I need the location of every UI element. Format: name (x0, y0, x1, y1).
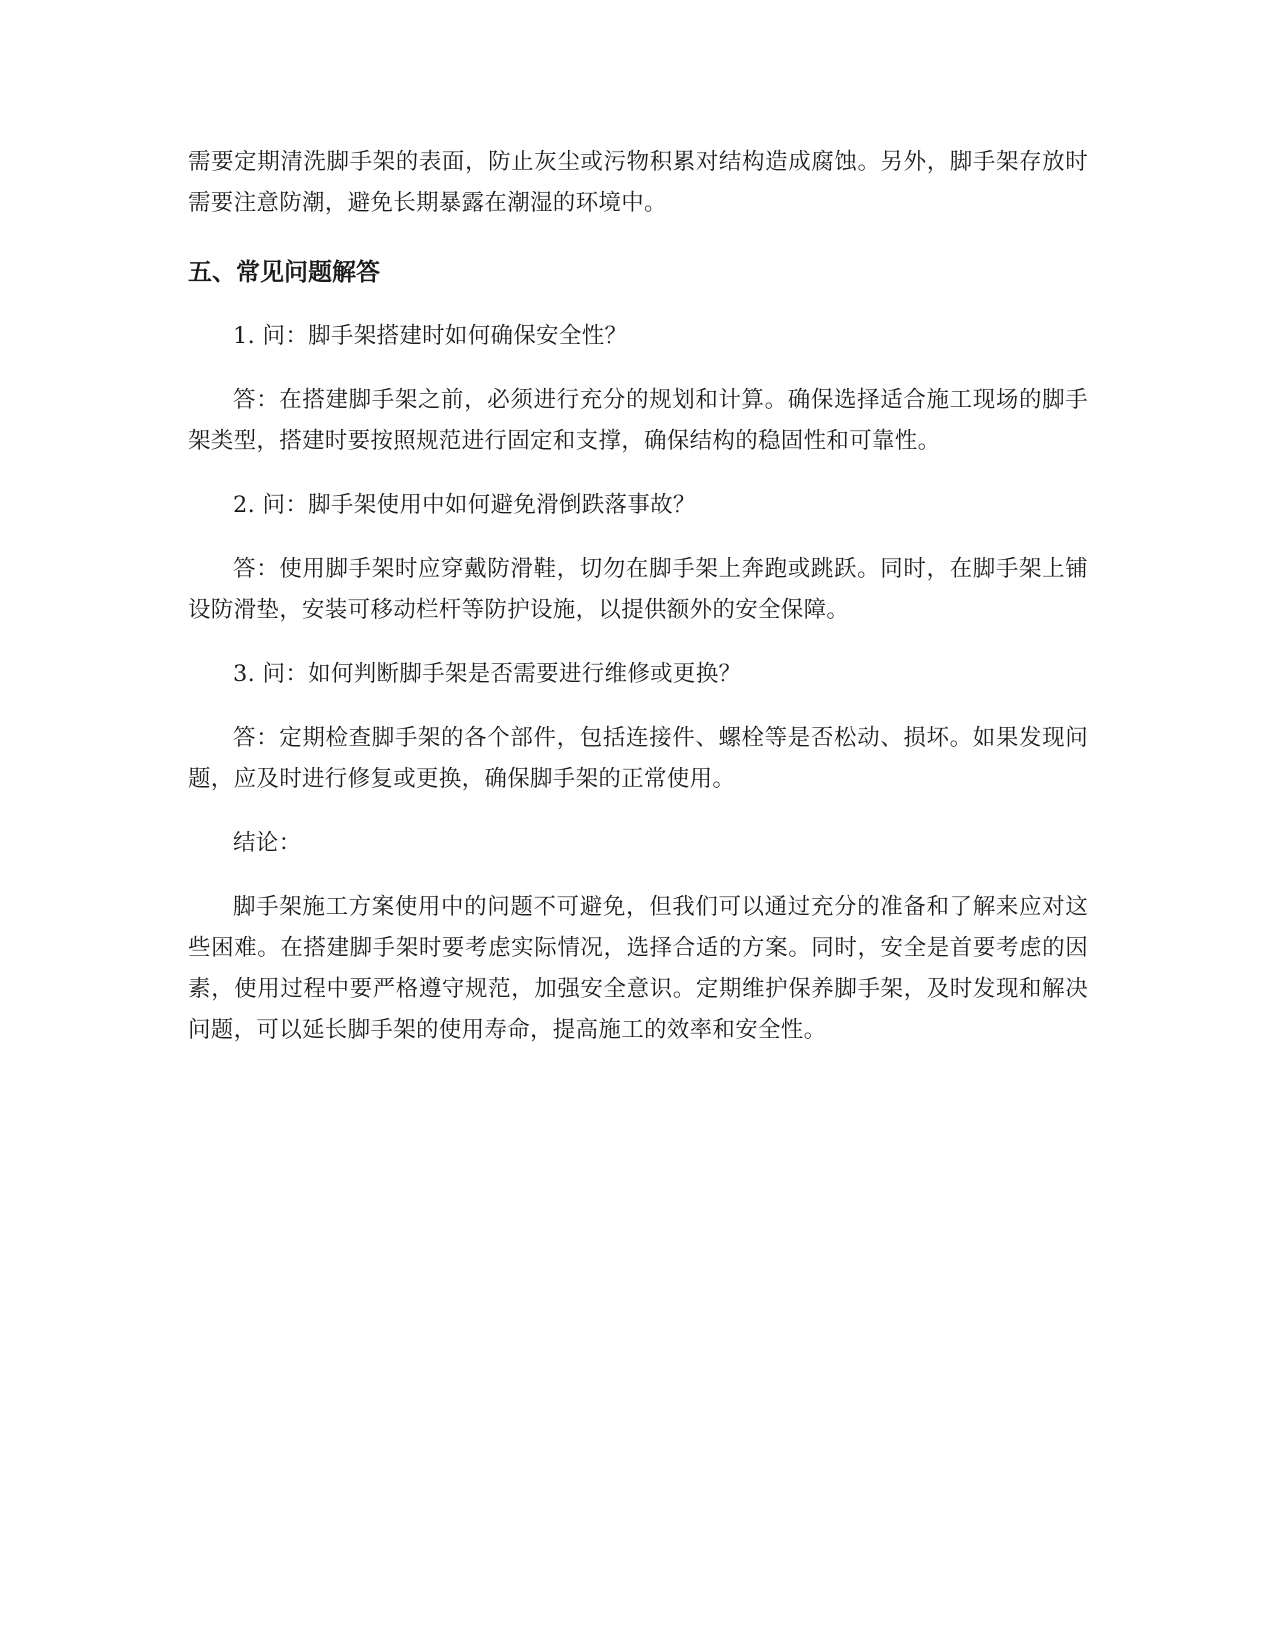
faq-question-1: 1. 问：脚手架搭建时如何确保安全性？ (233, 323, 628, 349)
faq-question-3: 3. 问：如何判断脚手架是否需要进行维修或更换？ (233, 661, 742, 687)
faq-answer-3: 答：定期检查脚手架的各个部件，包括连接件、螺栓等是否松动、损坏。如果发现问题，应及时进行修复或更换，确保脚手架的正常使用。 (188, 725, 1088, 792)
section-heading: 五、常见问题解答 (188, 258, 380, 286)
faq-answer-1: 答：在搭建脚手架之前，必须进行充分的规划和计算。确保选择适合施工现场的脚手架类型，搭建时要按照规范进行固定和支撑，确保结构的稳固性和可靠性。 (188, 387, 1088, 454)
document-body (188, 142, 1088, 1051)
conclusion-label: 结论： (233, 830, 302, 856)
faq-question-2: 2. 问：脚手架使用中如何避免滑倒跌落事故？ (233, 492, 696, 518)
faq-answer-2: 答：使用脚手架时应穿戴防滑鞋，切勿在脚手架上奔跑或跳跃。同时，在脚手架上铺设防滑垫，安装可移动栏杆等防护设施，以提供额外的安全保障。 (188, 556, 1088, 623)
intro-paragraph: 需要定期清洗脚手架的表面，防止灰尘或污物积累对结构造成腐蚀。另外，脚手架存放时需要注意防潮，避免长期暴露在潮湿的环境中。 (188, 149, 1088, 216)
conclusion-paragraph: 脚手架施工方案使用中的问题不可避免，但我们可以通过充分的准备和了解来应对这些困难。在搭建脚手架时要考虑实际情况，选择合适的方案。同时，安全是首要考虑的因素，使用过程中要严格遵守规范，加强安全意识。定期维护保养脚手架，及时发现和解决问题，可以延长脚手架的使用寿命，提高施工的效率和安全性。 (188, 894, 1088, 1043)
